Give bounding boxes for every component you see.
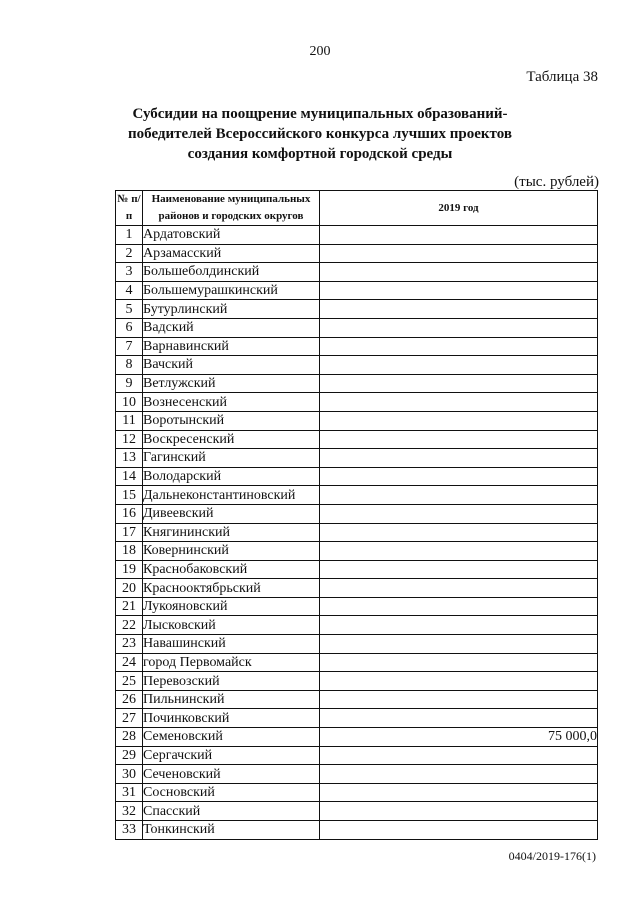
- district-name: Краснооктябрьский: [143, 579, 320, 598]
- district-name: Ветлужский: [143, 374, 320, 393]
- row-number: 16: [116, 504, 143, 523]
- subsidy-value: [320, 542, 598, 561]
- subsidy-value: 75 000,0: [320, 728, 598, 747]
- subsidy-value: [320, 746, 598, 765]
- table-row: [116, 542, 598, 561]
- column-header-name: Наименование муниципальных районов и городских округов: [143, 191, 320, 226]
- subsidy-value: [320, 449, 598, 468]
- subsidy-value: [320, 653, 598, 672]
- subsidy-value: [320, 635, 598, 654]
- subsidy-value: [320, 523, 598, 542]
- row-number: 18: [116, 542, 143, 561]
- subsidies-table: [115, 190, 598, 840]
- row-number: 8: [116, 356, 143, 375]
- table-row: [116, 523, 598, 542]
- row-number: 20: [116, 579, 143, 598]
- district-name: Володарский: [143, 467, 320, 486]
- district-name: Перевозский: [143, 672, 320, 691]
- row-number: 5: [116, 300, 143, 319]
- table-row: [116, 653, 598, 672]
- row-number: 4: [116, 281, 143, 300]
- row-number: 19: [116, 560, 143, 579]
- units-label: (тыс. рублей): [514, 174, 599, 190]
- district-name: Пильнинский: [143, 690, 320, 709]
- district-name: Воротынский: [143, 411, 320, 430]
- table-header-row: [116, 191, 598, 226]
- table-row: [116, 449, 598, 468]
- table-row: [116, 263, 598, 282]
- table-row: [116, 467, 598, 486]
- subsidy-value: [320, 300, 598, 319]
- district-name: город Первомайск: [143, 653, 320, 672]
- row-number: 9: [116, 374, 143, 393]
- district-name: Дивеевский: [143, 504, 320, 523]
- district-name: Починковский: [143, 709, 320, 728]
- subsidy-value: [320, 263, 598, 282]
- document-title: [120, 104, 520, 164]
- table-row: [116, 486, 598, 505]
- subsidy-value: [320, 430, 598, 449]
- district-name: Большеболдинский: [143, 263, 320, 282]
- district-name: Ковернинский: [143, 542, 320, 561]
- table-row: [116, 616, 598, 635]
- table-row: [116, 672, 598, 691]
- table-row: [116, 318, 598, 337]
- table-row: [116, 728, 598, 747]
- title-line-2: победителей Всероссийского конкурса лучших проектов: [128, 126, 512, 142]
- table-label: Таблица 38: [526, 69, 598, 85]
- district-name: Лукояновский: [143, 597, 320, 616]
- table-row: [116, 746, 598, 765]
- table-row: [116, 821, 598, 840]
- district-name: Арзамасский: [143, 244, 320, 263]
- district-name: Сергачский: [143, 746, 320, 765]
- row-number: 24: [116, 653, 143, 672]
- subsidy-value: [320, 244, 598, 263]
- district-name: Бутурлинский: [143, 300, 320, 319]
- subsidy-value: [320, 709, 598, 728]
- column-header-year: 2019 год: [320, 191, 598, 226]
- table-row: [116, 709, 598, 728]
- table-row: [116, 393, 598, 412]
- table-row: [116, 802, 598, 821]
- row-number: 25: [116, 672, 143, 691]
- district-name: Воскресенский: [143, 430, 320, 449]
- district-name: Навашинский: [143, 635, 320, 654]
- table-row: [116, 765, 598, 784]
- table-row: [116, 690, 598, 709]
- row-number: 23: [116, 635, 143, 654]
- row-number: 29: [116, 746, 143, 765]
- table-row: [116, 300, 598, 319]
- district-name: Дальнеконстантиновский: [143, 486, 320, 505]
- district-name: Лысковский: [143, 616, 320, 635]
- title-line-1: Субсидии на поощрение муниципальных образований-: [132, 106, 508, 122]
- row-number: 22: [116, 616, 143, 635]
- row-number: 27: [116, 709, 143, 728]
- table-row: [116, 579, 598, 598]
- district-name: Сосновский: [143, 783, 320, 802]
- subsidy-value: [320, 374, 598, 393]
- table-row: [116, 635, 598, 654]
- subsidy-value: [320, 356, 598, 375]
- subsidy-value: [320, 486, 598, 505]
- district-name: Сеченовский: [143, 765, 320, 784]
- row-number: 1: [116, 226, 143, 245]
- district-name: Варнавинский: [143, 337, 320, 356]
- row-number: 30: [116, 765, 143, 784]
- subsidy-value: [320, 821, 598, 840]
- row-number: 15: [116, 486, 143, 505]
- subsidy-value: [320, 281, 598, 300]
- district-name: Ардатовский: [143, 226, 320, 245]
- district-name: Вадский: [143, 318, 320, 337]
- table-body: [116, 226, 598, 840]
- subsidy-value: [320, 411, 598, 430]
- table-row: [116, 560, 598, 579]
- subsidy-value: [320, 467, 598, 486]
- row-number: 2: [116, 244, 143, 263]
- district-name: Семеновский: [143, 728, 320, 747]
- title-line-3: создания комфортной городской среды: [187, 146, 453, 162]
- subsidy-value: [320, 560, 598, 579]
- subsidy-value: [320, 672, 598, 691]
- table-row: [116, 337, 598, 356]
- district-name: Вачский: [143, 356, 320, 375]
- subsidy-value: [320, 802, 598, 821]
- row-number: 31: [116, 783, 143, 802]
- row-number: 28: [116, 728, 143, 747]
- row-number: 14: [116, 467, 143, 486]
- row-number: 17: [116, 523, 143, 542]
- row-number: 3: [116, 263, 143, 282]
- row-number: 26: [116, 690, 143, 709]
- table-row: [116, 226, 598, 245]
- row-number: 32: [116, 802, 143, 821]
- subsidy-value: [320, 616, 598, 635]
- table-row: [116, 597, 598, 616]
- district-name: Краснобаковский: [143, 560, 320, 579]
- subsidy-value: [320, 226, 598, 245]
- subsidy-value: [320, 597, 598, 616]
- row-number: 12: [116, 430, 143, 449]
- district-name: Большемурашкинский: [143, 281, 320, 300]
- district-name: Спасский: [143, 802, 320, 821]
- subsidy-value: [320, 504, 598, 523]
- subsidy-value: [320, 337, 598, 356]
- subsidy-value: [320, 783, 598, 802]
- table-row: [116, 430, 598, 449]
- subsidy-value: [320, 765, 598, 784]
- column-header-number: № п/п: [116, 191, 143, 226]
- row-number: 33: [116, 821, 143, 840]
- subsidy-value: [320, 579, 598, 598]
- page-number: 200: [309, 44, 331, 59]
- row-number: 7: [116, 337, 143, 356]
- table-row: [116, 411, 598, 430]
- subsidy-value: [320, 393, 598, 412]
- document-code: 0404/2019-176(1): [508, 849, 596, 863]
- subsidy-value: [320, 690, 598, 709]
- row-number: 11: [116, 411, 143, 430]
- row-number: 6: [116, 318, 143, 337]
- table-row: [116, 504, 598, 523]
- row-number: 13: [116, 449, 143, 468]
- table-row: [116, 244, 598, 263]
- district-name: Тонкинский: [143, 821, 320, 840]
- district-name: Вознесенский: [143, 393, 320, 412]
- district-name: Гагинский: [143, 449, 320, 468]
- table-row: [116, 374, 598, 393]
- table-row: [116, 356, 598, 375]
- district-name: Княгининский: [143, 523, 320, 542]
- row-number: 10: [116, 393, 143, 412]
- row-number: 21: [116, 597, 143, 616]
- subsidy-value: [320, 318, 598, 337]
- table-row: [116, 783, 598, 802]
- table-row: [116, 281, 598, 300]
